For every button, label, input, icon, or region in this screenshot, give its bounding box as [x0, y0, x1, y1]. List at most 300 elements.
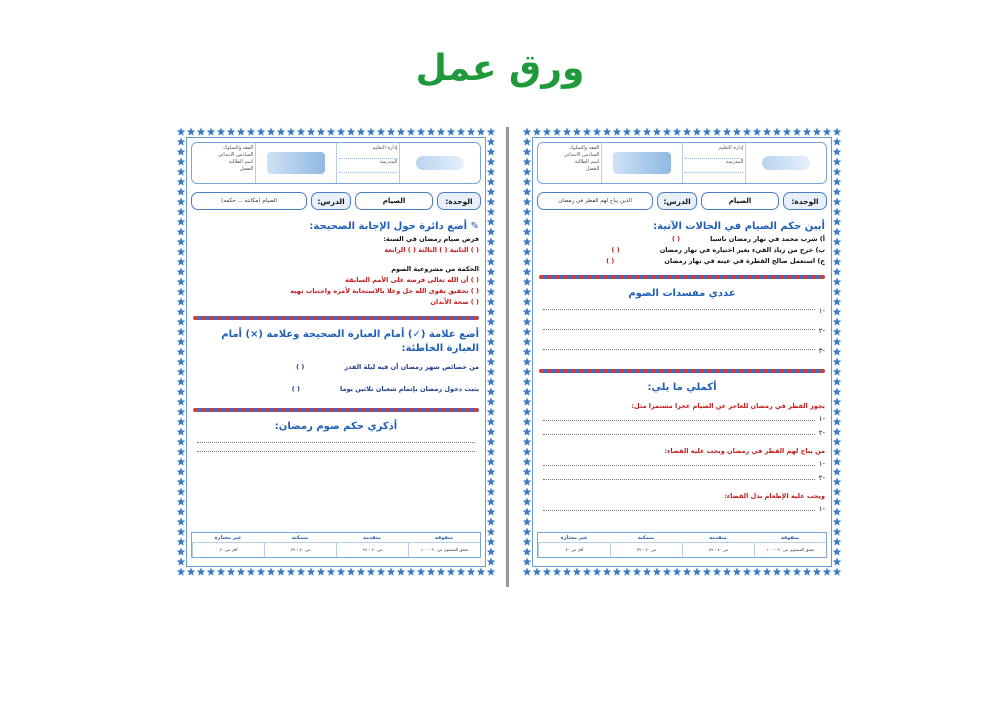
answer-blank[interactable]: ( ) — [606, 257, 615, 265]
dotted-line — [543, 426, 815, 435]
star-icon — [427, 128, 436, 136]
star-icon — [523, 258, 532, 266]
star-icon — [407, 568, 416, 576]
star-icon — [487, 418, 496, 426]
school-logo — [745, 143, 826, 183]
star-icon — [177, 238, 186, 246]
star-icon — [833, 308, 842, 316]
star-icon — [523, 168, 532, 176]
star-icon — [477, 568, 486, 576]
star-icon — [793, 568, 802, 576]
item-number: -٣ — [818, 347, 825, 355]
star-icon — [487, 318, 496, 326]
admin-label: إدارة التعليم — [718, 145, 744, 151]
star-icon — [177, 218, 186, 226]
star-icon — [833, 238, 842, 246]
star-icon — [553, 568, 562, 576]
answer-line[interactable] — [539, 426, 825, 440]
star-icon — [523, 478, 532, 486]
star-icon — [177, 558, 186, 566]
star-icon — [613, 128, 622, 136]
star-icon — [523, 448, 532, 456]
star-icon — [487, 228, 496, 236]
star-icon — [743, 568, 752, 576]
dotted-line — [543, 457, 815, 466]
star-icon — [523, 508, 532, 516]
star-icon — [297, 128, 306, 136]
star-icon — [487, 428, 496, 436]
worksheet-frame — [186, 137, 486, 567]
star-icon — [523, 378, 532, 386]
worksheet-header — [537, 142, 827, 184]
name-label: اسم الطالبة — [228, 159, 254, 165]
grade-level-range: من ٨٠ – ٨٩ — [336, 543, 408, 557]
star-icon — [523, 128, 532, 136]
star-icon — [773, 568, 782, 576]
star-icon — [833, 268, 842, 276]
star-icon — [713, 568, 722, 576]
grade-level-label: متقدمة — [709, 535, 727, 541]
star-icon — [623, 568, 632, 576]
star-icon — [257, 568, 266, 576]
subject-value: الفقه والسلوك — [569, 145, 600, 151]
star-icon — [287, 128, 296, 136]
star-icon — [487, 218, 496, 226]
star-icon — [523, 178, 532, 186]
unit-label: الوحدة: — [783, 192, 827, 210]
star-icon — [833, 568, 842, 576]
star-icon — [447, 568, 456, 576]
dotted-line — [543, 412, 815, 421]
question-prompt: يجوز الفطر في رمضان للعاجز عن الصيام عجزا مستمرا مثل: — [631, 402, 825, 410]
item-number: -١ — [818, 307, 825, 315]
dotted-line — [543, 471, 815, 480]
question-1-title — [193, 220, 479, 234]
question-item — [193, 378, 479, 400]
star-icon — [177, 158, 186, 166]
star-icon — [177, 128, 186, 136]
star-icon — [753, 128, 762, 136]
star-icon — [523, 568, 532, 576]
answer-line[interactable] — [539, 502, 825, 516]
star-icon — [347, 568, 356, 576]
star-icon — [177, 548, 186, 556]
star-icon — [833, 488, 842, 496]
star-icon — [833, 478, 842, 486]
star-icon — [487, 258, 496, 266]
star-icon — [833, 218, 842, 226]
question-3-title: أذكري حكم صوم رمضان: — [274, 421, 398, 432]
unit-label: الوحدة: — [437, 192, 481, 210]
star-icon — [457, 568, 466, 576]
star-icon — [593, 128, 602, 136]
item-number: -٢ — [818, 327, 825, 335]
star-icon — [467, 568, 476, 576]
star-icon — [543, 568, 552, 576]
star-icon — [663, 568, 672, 576]
star-icon — [833, 168, 842, 176]
star-icon — [703, 568, 712, 576]
star-icon — [523, 208, 532, 216]
answer-line[interactable] — [539, 321, 825, 341]
star-icon — [523, 348, 532, 356]
star-icon — [663, 128, 672, 136]
star-icon — [397, 128, 406, 136]
star-icon — [583, 128, 592, 136]
star-icon — [643, 128, 652, 136]
item-number: -١ — [818, 460, 825, 468]
star-icon — [227, 568, 236, 576]
answer-blank[interactable]: ( ) — [611, 246, 620, 254]
star-icon — [523, 528, 532, 536]
star-icon — [267, 568, 276, 576]
star-icon — [177, 408, 186, 416]
star-icon — [487, 388, 496, 396]
page-divider — [506, 127, 509, 587]
star-icon — [177, 418, 186, 426]
star-icon — [457, 128, 466, 136]
star-icon — [487, 278, 496, 286]
worksheet-left — [176, 127, 496, 577]
star-icon — [177, 358, 186, 366]
star-icon — [523, 398, 532, 406]
question-2-list — [539, 301, 825, 361]
question-1a-stem: فرض صيام رمضان في السنة: — [383, 235, 479, 243]
star-icon — [523, 278, 532, 286]
star-icon — [177, 198, 186, 206]
star-icon — [487, 558, 496, 566]
star-icon — [487, 408, 496, 416]
star-icon — [267, 128, 276, 136]
star-icon — [187, 128, 196, 136]
star-icon — [523, 338, 532, 346]
star-icon — [563, 128, 572, 136]
star-icon — [487, 468, 496, 476]
star-icon — [277, 128, 286, 136]
star-icon — [833, 418, 842, 426]
star-icon — [653, 568, 662, 576]
answer-line[interactable] — [539, 457, 825, 471]
question-item-text: أ) شرب محمد في نهار رمضان ناسيا — [710, 235, 825, 243]
admin-label: إدارة التعليم — [372, 145, 398, 151]
star-icon — [337, 568, 346, 576]
answer-blank[interactable]: ( ) — [296, 363, 305, 371]
star-icon — [417, 568, 426, 576]
star-icon — [783, 568, 792, 576]
star-icon — [523, 388, 532, 396]
dotted-line — [543, 301, 815, 310]
star-icon — [523, 158, 532, 166]
star-icon — [833, 208, 842, 216]
star-icon — [743, 128, 752, 136]
star-icon — [803, 568, 812, 576]
admin-fields — [682, 143, 745, 183]
star-icon — [357, 128, 366, 136]
star-icon — [753, 568, 762, 576]
star-icon — [813, 568, 822, 576]
star-icon — [813, 128, 822, 136]
star-icon — [177, 148, 186, 156]
star-icon — [437, 128, 446, 136]
star-icon — [177, 328, 186, 336]
answer-line[interactable] — [193, 434, 479, 443]
star-icon — [197, 128, 206, 136]
star-icon — [793, 128, 802, 136]
star-icon — [487, 478, 496, 486]
star-icon — [317, 128, 326, 136]
star-icon — [347, 128, 356, 136]
grade-level-range: من ٧٠ – ٧٩ — [264, 543, 336, 557]
star-icon — [197, 568, 206, 576]
star-icon — [487, 348, 496, 356]
star-icon — [573, 568, 582, 576]
star-icon — [487, 548, 496, 556]
question-item-text: ج) استعمل صالح القطرة في عينه في نهار رمضان — [664, 257, 825, 265]
star-icon — [487, 498, 496, 506]
star-icon — [833, 228, 842, 236]
star-icon — [833, 298, 842, 306]
star-icon — [833, 518, 842, 526]
star-icon — [487, 288, 496, 296]
star-icon — [217, 568, 226, 576]
star-icon — [177, 528, 186, 536]
star-icon — [487, 338, 496, 346]
star-icon — [487, 398, 496, 406]
star-icon — [733, 568, 742, 576]
star-icon — [177, 468, 186, 476]
star-icon — [357, 568, 366, 576]
star-icon — [327, 568, 336, 576]
star-icon — [177, 228, 186, 236]
grade-level-label: متقدمة — [363, 535, 381, 541]
star-icon — [833, 398, 842, 406]
star-icon — [523, 518, 532, 526]
grading-footer — [191, 532, 481, 558]
star-icon — [487, 158, 496, 166]
grade-level-label: متفوقة — [780, 535, 800, 541]
star-icon — [523, 558, 532, 566]
answer-option[interactable]: ( ) أن الله تعالى فرضه على الأمم السابقة — [345, 276, 479, 284]
star-icon — [833, 428, 842, 436]
star-icon — [523, 238, 532, 246]
star-icon — [177, 458, 186, 466]
star-icon — [603, 568, 612, 576]
star-icon — [487, 328, 496, 336]
answer-line[interactable] — [539, 341, 825, 361]
worksheet-frame — [532, 137, 832, 567]
star-icon — [487, 128, 496, 136]
question-item-text: من خصائص شهر رمضان أن فيه ليلة القدر — [344, 363, 479, 371]
star-icon — [177, 568, 186, 576]
star-icon — [427, 568, 436, 576]
star-icon — [673, 568, 682, 576]
star-icon — [177, 488, 186, 496]
star-icon — [207, 568, 216, 576]
star-icon — [523, 228, 532, 236]
star-icon — [693, 128, 702, 136]
star-icon — [287, 568, 296, 576]
star-icon — [833, 188, 842, 196]
star-icon — [523, 268, 532, 276]
worksheet-header — [191, 142, 481, 184]
star-icon — [833, 288, 842, 296]
question-3-title: أكملي ما يلي: — [647, 382, 717, 393]
star-icon — [447, 128, 456, 136]
lesson-value: الصيام (مكانته ... حكمه) — [191, 192, 307, 210]
star-icon — [207, 128, 216, 136]
answer-line[interactable] — [539, 412, 825, 426]
lesson-label: الدرس: — [657, 192, 697, 210]
star-icon — [487, 448, 496, 456]
lesson-value: الذين يباح لهم الفطر في رمضان — [537, 192, 653, 210]
star-icon — [277, 568, 286, 576]
question-item — [539, 256, 825, 267]
star-icon — [177, 168, 186, 176]
grade-level-range: أقل من ٧٠ — [192, 543, 264, 557]
star-icon — [833, 458, 842, 466]
star-icon — [523, 548, 532, 556]
question-prompt: ويجب عليه الإطعام بدل القضاء: — [724, 492, 825, 500]
star-icon — [487, 268, 496, 276]
answer-line[interactable] — [539, 301, 825, 321]
star-icon — [613, 568, 622, 576]
star-icon — [833, 468, 842, 476]
ministry-logo — [255, 143, 336, 183]
star-icon — [367, 128, 376, 136]
star-icon — [487, 308, 496, 316]
answer-option[interactable]: ( ) صحة الأبدان — [430, 298, 479, 306]
star-icon — [633, 568, 642, 576]
question-1b-options — [193, 275, 479, 308]
grade-level-label: متمكنة — [291, 535, 309, 541]
star-icon — [177, 368, 186, 376]
question-1a-options: ( ) الثانية ( ) الثالثة ( ) الرابعة — [384, 246, 479, 254]
footer-labels — [538, 533, 826, 543]
star-icon — [833, 508, 842, 516]
star-icon — [833, 198, 842, 206]
ministry-logo — [601, 143, 682, 183]
school-label: المدرسة — [725, 159, 744, 165]
question-2-title: أضع علامة (✓) أمام العبارة الصحيحة وعلامة (×) أمام العبارة الخاطئة: — [221, 329, 479, 354]
star-icon — [833, 368, 842, 376]
item-number: -١ — [818, 505, 825, 513]
question-1b-stem: الحكمة من مشروعية الصوم — [391, 265, 479, 273]
answer-blank[interactable]: ( ) — [291, 385, 300, 393]
student-fields — [538, 143, 601, 183]
star-icon — [487, 178, 496, 186]
star-icon — [623, 128, 632, 136]
star-icon — [833, 258, 842, 266]
star-icon — [377, 568, 386, 576]
star-icon — [723, 128, 732, 136]
unit-value: الصيام — [355, 192, 433, 210]
star-icon — [487, 568, 496, 576]
star-icon — [477, 128, 486, 136]
question-item-text: ب) خرج من زياد القيء بغير اختياره في نهار رمضان — [659, 246, 825, 254]
star-icon — [523, 188, 532, 196]
star-icon — [833, 548, 842, 556]
star-icon — [833, 408, 842, 416]
star-icon — [487, 198, 496, 206]
star-icon — [833, 278, 842, 286]
star-icon — [487, 208, 496, 216]
star-icon — [487, 358, 496, 366]
star-icon — [703, 128, 712, 136]
subject-value: الفقه والسلوك — [223, 145, 254, 151]
star-icon — [773, 128, 782, 136]
star-icon — [833, 348, 842, 356]
star-icon — [833, 498, 842, 506]
star-icon — [543, 128, 552, 136]
star-icon — [177, 338, 186, 346]
star-icon — [247, 568, 256, 576]
grade-value: السادس الابتدائي — [217, 152, 254, 158]
question-2-list — [193, 356, 479, 400]
star-icon — [523, 408, 532, 416]
star-icon — [833, 158, 842, 166]
star-icon — [487, 528, 496, 536]
separator — [193, 316, 479, 320]
answer-line[interactable] — [193, 443, 479, 452]
star-icon — [523, 368, 532, 376]
answer-option[interactable]: ( ) تحقيق تقوى الله جل وعلا بالاستجابة لأمره واجتناب نهيه — [290, 287, 479, 295]
star-icon — [833, 328, 842, 336]
star-icon — [417, 128, 426, 136]
answer-blank[interactable]: ( ) — [671, 235, 681, 243]
grade-level-label: غير مجتازة — [214, 535, 242, 541]
star-icon — [177, 258, 186, 266]
star-icon — [327, 128, 336, 136]
star-icon — [833, 358, 842, 366]
star-icon — [177, 518, 186, 526]
item-number: -٢ — [818, 429, 825, 437]
star-icon — [437, 568, 446, 576]
star-icon — [487, 138, 496, 146]
star-icon — [487, 188, 496, 196]
star-icon — [823, 128, 832, 136]
star-icon — [523, 138, 532, 146]
question-item — [539, 234, 825, 245]
lesson-bar — [191, 190, 481, 212]
star-icon — [487, 368, 496, 376]
star-icon — [523, 288, 532, 296]
school-logo — [399, 143, 480, 183]
item-number: -٢ — [818, 474, 825, 482]
star-icon — [487, 438, 496, 446]
answer-line[interactable] — [539, 471, 825, 485]
star-icon — [833, 528, 842, 536]
grading-footer — [537, 532, 827, 558]
star-icon — [377, 128, 386, 136]
grade-level-range: من ٨٠ – ٨٩ — [682, 543, 754, 557]
star-icon — [387, 128, 396, 136]
star-icon — [487, 518, 496, 526]
star-icon — [523, 328, 532, 336]
star-icon — [237, 128, 246, 136]
star-icon — [523, 488, 532, 496]
star-icon — [553, 128, 562, 136]
question-2-title: عددي مفسدات الصوم — [628, 288, 736, 299]
worksheet-right — [522, 127, 842, 577]
name-label: اسم الطالبة — [574, 159, 600, 165]
star-icon — [833, 378, 842, 386]
star-icon — [783, 128, 792, 136]
star-icon — [177, 448, 186, 456]
star-icon — [523, 308, 532, 316]
star-icon — [643, 568, 652, 576]
grade-level-label: غير مجتازة — [560, 535, 588, 541]
star-icon — [177, 208, 186, 216]
